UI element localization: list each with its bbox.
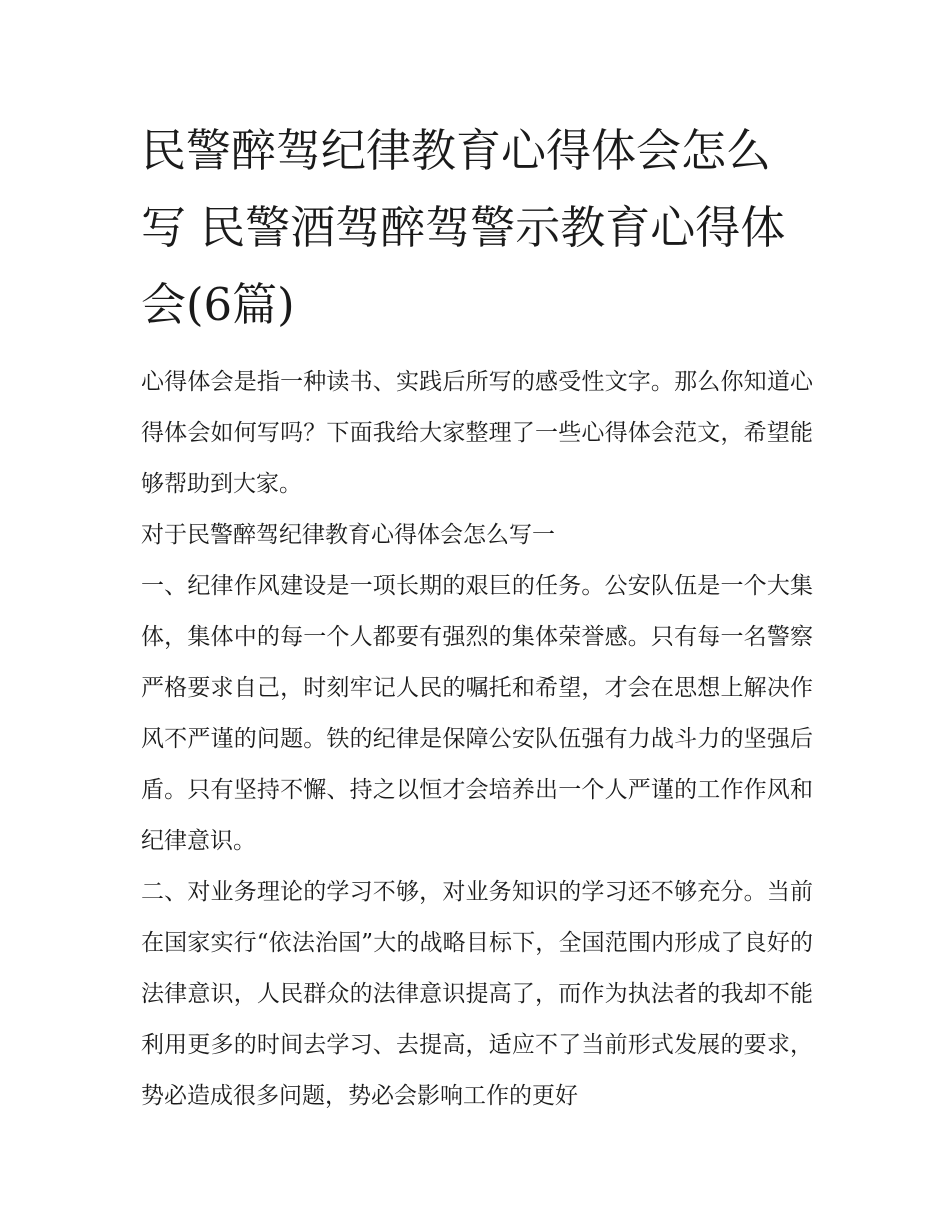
document-title: 民警醉驾纪律教育心得体会怎么写 民警酒驾醉驾警示教育心得体会(6篇) <box>141 124 786 331</box>
intro-paragraph: 心得体会是指一种读书、实践后所写的感受性文字。那么你知道心得体会如何写吗？下面我给大家整理了一些心得体会范文，希望能够帮助到大家。 <box>141 369 813 497</box>
body-paragraph-1: 一、纪律作风建设是一项长期的艰巨的任务。公安队伍是一个大集体，集体中的每一个人都要有强烈的集体荣誉感。只有每一名警察严格要求自己，时刻牢记人民的嘱托和希望，才会在思想上解决作风不严谨的问题。铁的纪律是保障公安队伍强有力战斗力的坚强后盾。只有坚持不懈、持之以恒才会培养出一个人严谨的工作作风和纪律意识。 <box>141 573 813 854</box>
section-heading: 对于民警醉驾纪律教育心得体会怎么写一 <box>141 522 555 548</box>
document-page <box>141 112 813 1122</box>
body-paragraph-2: 二、对业务理论的学习不够，对业务知识的学习还不够充分。当前在国家实行“依法治国”大的战略目标下，全国范围内形成了良好的法律意识，人民群众的法律意识提高了，而作为执法者的我却不能利用更多的时间去学习、去提高，适应不了当前形式发展的要求，势必造成很多问题，势必会影响工作的更好 <box>141 879 813 1109</box>
document-body <box>141 357 813 1122</box>
